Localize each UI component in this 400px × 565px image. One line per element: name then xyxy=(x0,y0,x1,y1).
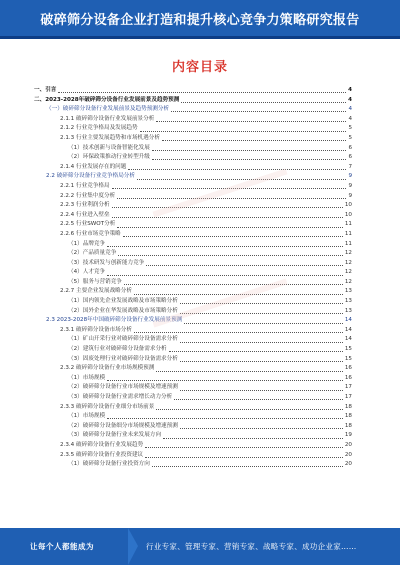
toc-entry-page: 18 xyxy=(344,422,352,429)
toc-leader-dots xyxy=(117,227,343,228)
toc-entry[interactable] xyxy=(34,374,352,384)
toc-entry-page: 6 xyxy=(348,144,352,151)
toc-entry-page: 4 xyxy=(348,87,352,93)
toc-entry-label: （3）技术研发与创新能力竞争 xyxy=(68,259,145,266)
toc-leader-dots xyxy=(184,323,343,324)
toc-entry-label: （2）产品质量竞争 xyxy=(68,250,117,257)
toc-entry-label: （5）服务与营销竞争 xyxy=(68,278,122,285)
toc-entry[interactable] xyxy=(34,326,352,336)
toc-leader-dots xyxy=(107,380,343,381)
footer-tagline: 行业专家、管理专家、营销专家、战略专家、成功企业家…… xyxy=(146,542,357,551)
footer-arrow-icon xyxy=(128,528,138,565)
toc-entry-label: （1）市场规模 xyxy=(68,413,106,420)
toc-entry-label: 2.2.2 行业集中度分析 xyxy=(60,192,116,199)
toc-entry-label: 2.1.2 行业竞争格局及发展趋势 xyxy=(60,125,138,132)
toc-entry-page: 12 xyxy=(344,269,352,276)
footer-banner xyxy=(0,528,400,565)
header-divider xyxy=(0,36,400,39)
toc-entry-page: 14 xyxy=(344,336,352,343)
toc-entry-label: 二、2023-2028年破碎筛分设备行业发展前景及趋势预测 xyxy=(34,96,180,103)
toc-entry-page: 5 xyxy=(348,134,352,141)
toc-entry[interactable] xyxy=(34,192,352,202)
toc-leader-dots xyxy=(171,111,346,112)
toc-entry-page: 4 xyxy=(348,115,352,122)
toc-leader-dots xyxy=(124,284,343,285)
toc-entry-page: 17 xyxy=(344,394,352,400)
toc-leader-dots xyxy=(140,131,347,132)
toc-entry-label: 2.2.7 主要企业发展战略分析 xyxy=(60,288,132,295)
toc-leader-dots xyxy=(123,236,343,237)
toc-entry-label: （2）国外企业在华发展战略及市场策略分析 xyxy=(68,307,178,314)
toc-leader-dots xyxy=(174,399,343,400)
toc-leader-dots xyxy=(58,92,346,93)
toc-entry-label: 2.3.5 破碎筛分设备行业投资建议 xyxy=(60,451,144,458)
toc-entry[interactable] xyxy=(34,230,352,240)
toc-leader-dots xyxy=(152,150,347,151)
toc-entry[interactable] xyxy=(34,383,352,393)
toc-entry-page: 13 xyxy=(344,298,352,305)
toc-leader-dots xyxy=(162,140,347,141)
toc-leader-dots xyxy=(107,246,343,247)
toc-entry[interactable] xyxy=(34,268,352,278)
toc-entry-label: 一、引言 xyxy=(34,87,57,93)
toc-entry-page: 15 xyxy=(344,355,352,362)
toc-entry-label: 2.3.2 破碎筛分设备行业市场规模预测 xyxy=(60,365,155,372)
toc-entry[interactable] xyxy=(34,115,352,125)
toc-entry-label: 2.3.3 破碎筛分设备行业细分市场前景 xyxy=(60,403,155,410)
toc-entry[interactable] xyxy=(34,134,352,144)
table-of-contents xyxy=(34,86,352,470)
toc-entry-label: （1）品牌竞争 xyxy=(68,240,106,247)
toc-entry-page: 9 xyxy=(348,173,352,180)
toc-entry-label: （2）建筑行业对破碎筛分设备需求分析 xyxy=(68,346,167,353)
toc-entry-label: 2.2.5 行业SWOT分析 xyxy=(60,221,116,228)
toc-entry[interactable] xyxy=(34,422,352,432)
toc-leader-dots xyxy=(145,457,343,458)
toc-entry[interactable] xyxy=(34,287,352,297)
toc-entry-page: 10 xyxy=(344,211,352,218)
toc-entry-label: （4）人才竞争 xyxy=(68,269,106,276)
toc-entry-page: 17 xyxy=(344,384,352,391)
toc-entry[interactable] xyxy=(34,393,352,403)
toc-entry-label: 2.2.4 行业进入壁垒 xyxy=(60,211,110,218)
toc-entry[interactable] xyxy=(34,451,352,461)
toc-entry[interactable] xyxy=(34,163,352,173)
toc-entry-label: （一）破碎筛分设备行业发展前景及趋势预测分析 xyxy=(46,106,170,113)
toc-entry[interactable] xyxy=(34,124,352,134)
toc-entry-page: 11 xyxy=(344,221,352,228)
toc-entry-label: 2.3.4 破碎筛分设备行业发展趋势 xyxy=(60,441,144,448)
toc-entry-label: （2）环保政策推动行业转型升级 xyxy=(68,154,150,161)
toc-leader-dots xyxy=(117,198,346,199)
toc-entry-label: （1）市场规模 xyxy=(68,374,106,381)
toc-leader-dots xyxy=(180,303,343,304)
toc-entry-page: 14 xyxy=(344,317,352,324)
toc-entry[interactable] xyxy=(34,153,352,163)
toc-leader-dots xyxy=(137,179,346,180)
toc-entry-page: 12 xyxy=(344,259,352,266)
toc-entry-page: 19 xyxy=(344,432,352,439)
toc-entry[interactable] xyxy=(34,240,352,250)
toc-leader-dots xyxy=(156,371,343,372)
header-banner xyxy=(0,0,400,36)
toc-leader-dots xyxy=(134,332,343,333)
toc-entry[interactable] xyxy=(34,431,352,441)
toc-leader-dots xyxy=(156,121,346,122)
toc-leader-dots xyxy=(134,294,343,295)
toc-entry-label: （1）破碎筛分设备行业投资方向 xyxy=(68,461,150,468)
toc-leader-dots xyxy=(180,361,343,362)
toc-leader-dots xyxy=(107,418,343,419)
toc-entry-page: 20 xyxy=(344,451,352,458)
toc-entry-page: 7 xyxy=(348,163,352,170)
toc-entry-page: 15 xyxy=(344,346,352,353)
toc-entry-page: 16 xyxy=(344,374,352,381)
toc-entry-page: 12 xyxy=(344,278,352,285)
toc-leader-dots xyxy=(128,169,346,170)
toc-entry[interactable] xyxy=(34,172,352,182)
toc-entry-label: （1）矿山开采行业对破碎筛分设备需求分析 xyxy=(68,336,178,343)
toc-entry-page: 20 xyxy=(344,441,352,448)
toc-entry[interactable] xyxy=(34,460,352,470)
toc-entry[interactable] xyxy=(34,220,352,230)
toc-entry[interactable] xyxy=(34,307,352,317)
toc-entry-page: 14 xyxy=(344,326,352,333)
toc-entry[interactable] xyxy=(34,182,352,192)
footer-slogan: 让每个人都能成为 xyxy=(30,542,94,551)
toc-entry-label: （1）国内领先企业发展战略及市场策略分析 xyxy=(68,298,178,305)
toc-entry[interactable] xyxy=(34,345,352,355)
toc-entry-label: 2.2.1 行业竞争格局 xyxy=(60,182,110,189)
toc-entry-page: 12 xyxy=(344,250,352,257)
toc-title: 内容目录 xyxy=(171,60,228,75)
toc-entry-page: 4 xyxy=(348,96,352,103)
toc-entry-label: 2.2.3 行业利润分析 xyxy=(60,202,110,209)
toc-entry-page: 4 xyxy=(348,106,352,113)
toc-entry[interactable] xyxy=(34,278,352,288)
toc-leader-dots xyxy=(163,438,343,439)
report-title: 破碎筛分设备企业打造和提升核心竞争力策略研究报告 xyxy=(40,12,360,28)
toc-entry[interactable] xyxy=(34,86,352,96)
toc-leader-dots xyxy=(112,188,347,189)
toc-entry[interactable] xyxy=(34,297,352,307)
toc-entry-page: 11 xyxy=(344,230,352,237)
toc-leader-dots xyxy=(145,447,343,448)
toc-entry[interactable] xyxy=(34,412,352,422)
toc-entry-page: 5 xyxy=(348,125,352,132)
toc-entry-label: 2.1.1 破碎筛分设备行业发展前景分析 xyxy=(60,115,155,122)
toc-entry-page: 6 xyxy=(348,154,352,161)
toc-entry[interactable] xyxy=(34,144,352,154)
toc-leader-dots xyxy=(180,342,343,343)
toc-entry[interactable] xyxy=(34,316,352,326)
toc-entry[interactable] xyxy=(34,201,352,211)
toc-entry-label: （3）破碎筛分设备行业需求增长动力分析 xyxy=(68,394,173,400)
toc-leader-dots xyxy=(180,428,343,429)
toc-entry-label: 2.1.3 行业主要发展趋势和市场机遇分析 xyxy=(60,134,160,141)
toc-entry[interactable] xyxy=(34,364,352,374)
toc-leader-dots xyxy=(181,102,346,103)
toc-entry-page: 18 xyxy=(344,413,352,420)
toc-entry-label: （2）破碎筛分设备行业市场规模及增速预测 xyxy=(68,384,178,391)
toc-entry-page: 10 xyxy=(344,202,352,209)
toc-entry-page: 20 xyxy=(344,461,352,468)
toc-entry-label: （1）技术创新与设备智能化发展 xyxy=(68,144,150,151)
toc-entry-page: 13 xyxy=(344,307,352,314)
toc-entry-page: 13 xyxy=(344,288,352,295)
toc-leader-dots xyxy=(152,159,347,160)
toc-leader-dots xyxy=(156,409,343,410)
toc-entry[interactable] xyxy=(34,259,352,269)
toc-entry-page: 11 xyxy=(344,240,352,247)
toc-entry-page: 9 xyxy=(348,182,352,189)
toc-leader-dots xyxy=(180,313,343,314)
toc-entry[interactable] xyxy=(34,441,352,451)
toc-leader-dots xyxy=(112,217,343,218)
toc-leader-dots xyxy=(180,390,343,391)
toc-entry-page: 9 xyxy=(348,192,352,199)
toc-leader-dots xyxy=(107,275,343,276)
toc-entry-label: 2.2 破碎筛分设备行业竞争格局分析 xyxy=(46,173,135,180)
toc-leader-dots xyxy=(112,207,343,208)
toc-leader-dots xyxy=(169,351,343,352)
toc-entry[interactable] xyxy=(34,96,352,106)
toc-entry[interactable] xyxy=(34,211,352,221)
toc-entry[interactable] xyxy=(34,249,352,259)
toc-entry-label: 2.3.1 破碎筛分设备市场分析 xyxy=(60,326,132,333)
toc-entry-label: （3）固废处理行业对破碎筛分设备需求分析 xyxy=(68,355,178,362)
toc-leader-dots xyxy=(152,466,343,467)
toc-entry-page: 18 xyxy=(344,403,352,410)
toc-leader-dots xyxy=(146,265,343,266)
toc-entry-label: （3）破碎筛分设备行业未来发展方向 xyxy=(68,432,162,439)
toc-entry[interactable] xyxy=(34,105,352,115)
toc-entry-label: 2.3 2023-2028年中国破碎筛分设备行业发展前景预测 xyxy=(46,317,183,324)
toc-entry[interactable] xyxy=(34,335,352,345)
toc-entry[interactable] xyxy=(34,355,352,365)
toc-entry-label: 2.1.4 行业发展存在的问题 xyxy=(60,163,127,170)
toc-entry[interactable] xyxy=(34,403,352,413)
toc-entry-label: （2）破碎筛分设备细分市场规模及增速预测 xyxy=(68,422,178,429)
toc-entry-label: 2.2.6 行业市场竞争策略 xyxy=(60,230,121,237)
toc-entry-page: 16 xyxy=(344,365,352,372)
toc-leader-dots xyxy=(118,255,343,256)
